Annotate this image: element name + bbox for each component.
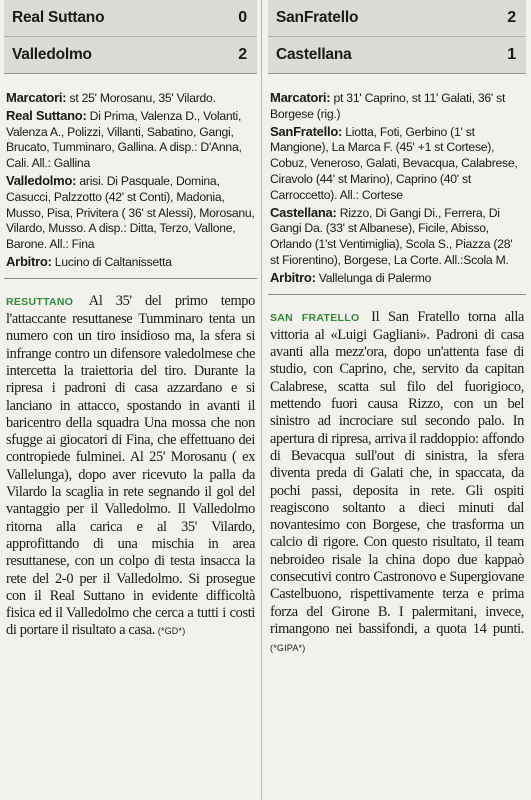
left-column [4, 0, 257, 641]
away-lineup-text: arisi. Di Pasquale, Domina, Casucci, Palzzotto (42' st Conti), Madonia, Musso, Pisa, Privitera ( 36' st Alessi), Morosanu, Vilardo, Musso. A disp.: Ditta, Terzo, Vallone, Barone. All.: Fina [6, 173, 255, 252]
home-lineup-text: Di Prima, Valenza D., Volanti, Valenza A., Polizzi, Villanti, Sabatino, Gangi, Brucato, Tumminaro, Gallina. A disp.: D'Anna, Cali. All.: Gallina [6, 108, 242, 171]
right-column [268, 0, 526, 658]
home-team-score: 0 [238, 9, 247, 26]
scorers-text: st 25' Morosanu, 35' Vilardo. [66, 91, 216, 105]
away-team-name: Valledolmo [12, 46, 92, 63]
home-team-score: 2 [507, 9, 516, 26]
referee-text: Vallelunga di Palermo [315, 270, 432, 285]
match-details [4, 74, 257, 271]
home-lineup-label: Real Suttano: [6, 107, 87, 123]
away-team-score: 1 [507, 46, 516, 63]
away-team-row [4, 36, 257, 73]
home-team-name: Real Suttano [12, 9, 105, 26]
home-lineup-label: SanFratello: [270, 123, 343, 139]
article-signature: (*GIPA*) [270, 643, 306, 654]
away-lineup-label: Castellana: [270, 204, 337, 220]
away-team-score: 2 [238, 46, 247, 63]
article-signature: (*GD*) [155, 626, 186, 637]
column-divider [261, 0, 262, 800]
referee-text: Lucino di Caltanissetta [51, 254, 172, 269]
referee-label: Arbitro: [270, 269, 316, 285]
article-kicker: RESUTTANO [6, 295, 74, 308]
home-lineup-text: Liotta, Foti, Gerbino (1' st Mangione), La Marca F. (45' +1 st Cortese), Cobuz, Veneroso, Galati, Bevacqua, Calabrese, Ciravolo (44' st Marino), Caprino (40' st Carroccetto). All.: Cortese [270, 124, 518, 202]
home-lineup [270, 124, 524, 204]
scorers-line [6, 90, 255, 107]
referee-line [270, 270, 524, 287]
away-lineup-text: Rizzo, Di Gangi Di., Ferrera, Di Gangi Da. (33' st Albanese), Ficile, Abisso, Orlando (1'st Ventimiglia), Scola S., Piazza (28' st Fiorentino), Borgese, La Corte. All.:Scola M. [270, 205, 513, 267]
home-lineup [6, 108, 255, 172]
match-report [4, 279, 257, 641]
away-lineup [6, 173, 255, 253]
away-lineup [270, 205, 524, 269]
article-kicker: SAN FRATELLO [270, 311, 360, 324]
away-team-row [268, 36, 526, 73]
home-team-name: SanFratello [276, 9, 359, 26]
scorers-label: Marcatori: [6, 90, 67, 105]
referee-line [6, 254, 255, 271]
scoreboard [268, 0, 526, 74]
article-body: Il San Fratello torna alla vittoria al «Luigi Gagliani». Padroni di casa avanti alla mezz'ora, dopo un'attenta fase di studio, con Caprino, che, servito da capitan Calabrese, scatta sul filo del fuorigioco, mettendo fuori causa Rizzo, con un bel sinistro ad incrociare sul secondo palo. In apertura di ripresa, arriva il raddoppio: affondo di Bevacqua sull'out di sinistra, la sfera diventa preda di Galati che, in spaccata, da pochi passi, deposita in rete. Gli ospiti reagiscono soltanto a dieci minuti dal novantesimo con Borgese, che trasforma un calcio di rigore. Con questo risultato, il team nebroideo risale la china dopo due kappaò consecutivi contro Castronovo e Supergiovane Castelbuono, rispettivamente terza e prima forza del Girone B. I palermitani, invece, rimangono nei bassifondi, a quota 14 punti. [270, 308, 525, 637]
match-details [268, 74, 526, 287]
home-team-row [4, 0, 257, 36]
scorers-label: Marcatori: [270, 90, 331, 105]
scorers-line [270, 90, 524, 123]
scorers-text: pt 31' Caprino, st 11' Galati, 36' st Borgese (rig.) [270, 91, 506, 121]
referee-label: Arbitro: [6, 253, 52, 269]
home-team-row [268, 0, 526, 36]
away-team-name: Castellana [276, 46, 352, 63]
away-lineup-label: Valledolmo: [6, 172, 77, 188]
scoreboard [4, 0, 257, 74]
match-report [268, 295, 526, 658]
article-body: Al 35' del primo tempo l'attaccante resuttanese Tumminaro tenta un numero con un tiro insidioso ma, la sfera si infrange contro un difensore valedolmese che intercetta la traiettoria del tiro. Durante la ripresa i padroni di casa azzardano e si lanciano in attacco, spostando in avanti il baricentro della squadra Una mossa che non sfugge ai giocatori di Fina, che effettuano dei contropiede fulminei. Al 25' Morosanu ( ex Vallelunga), dopo aver ricevuto la palla da Vilardo la scaglia in rete segnando il gol del vantaggio per il Valledolmo. Il Valledolmo ritorna alla carica e al 35' Vilardo, approfittando di una mischia in area resuttanese, con un colpo di testa insacca la rete del 2-0 per il Valledolmo. Si prosegue con il Real Suttano in evidente difficoltà fisica ed il Valledolmo che cerca a tutti i costi di portare il risultato a casa. [6, 292, 255, 639]
